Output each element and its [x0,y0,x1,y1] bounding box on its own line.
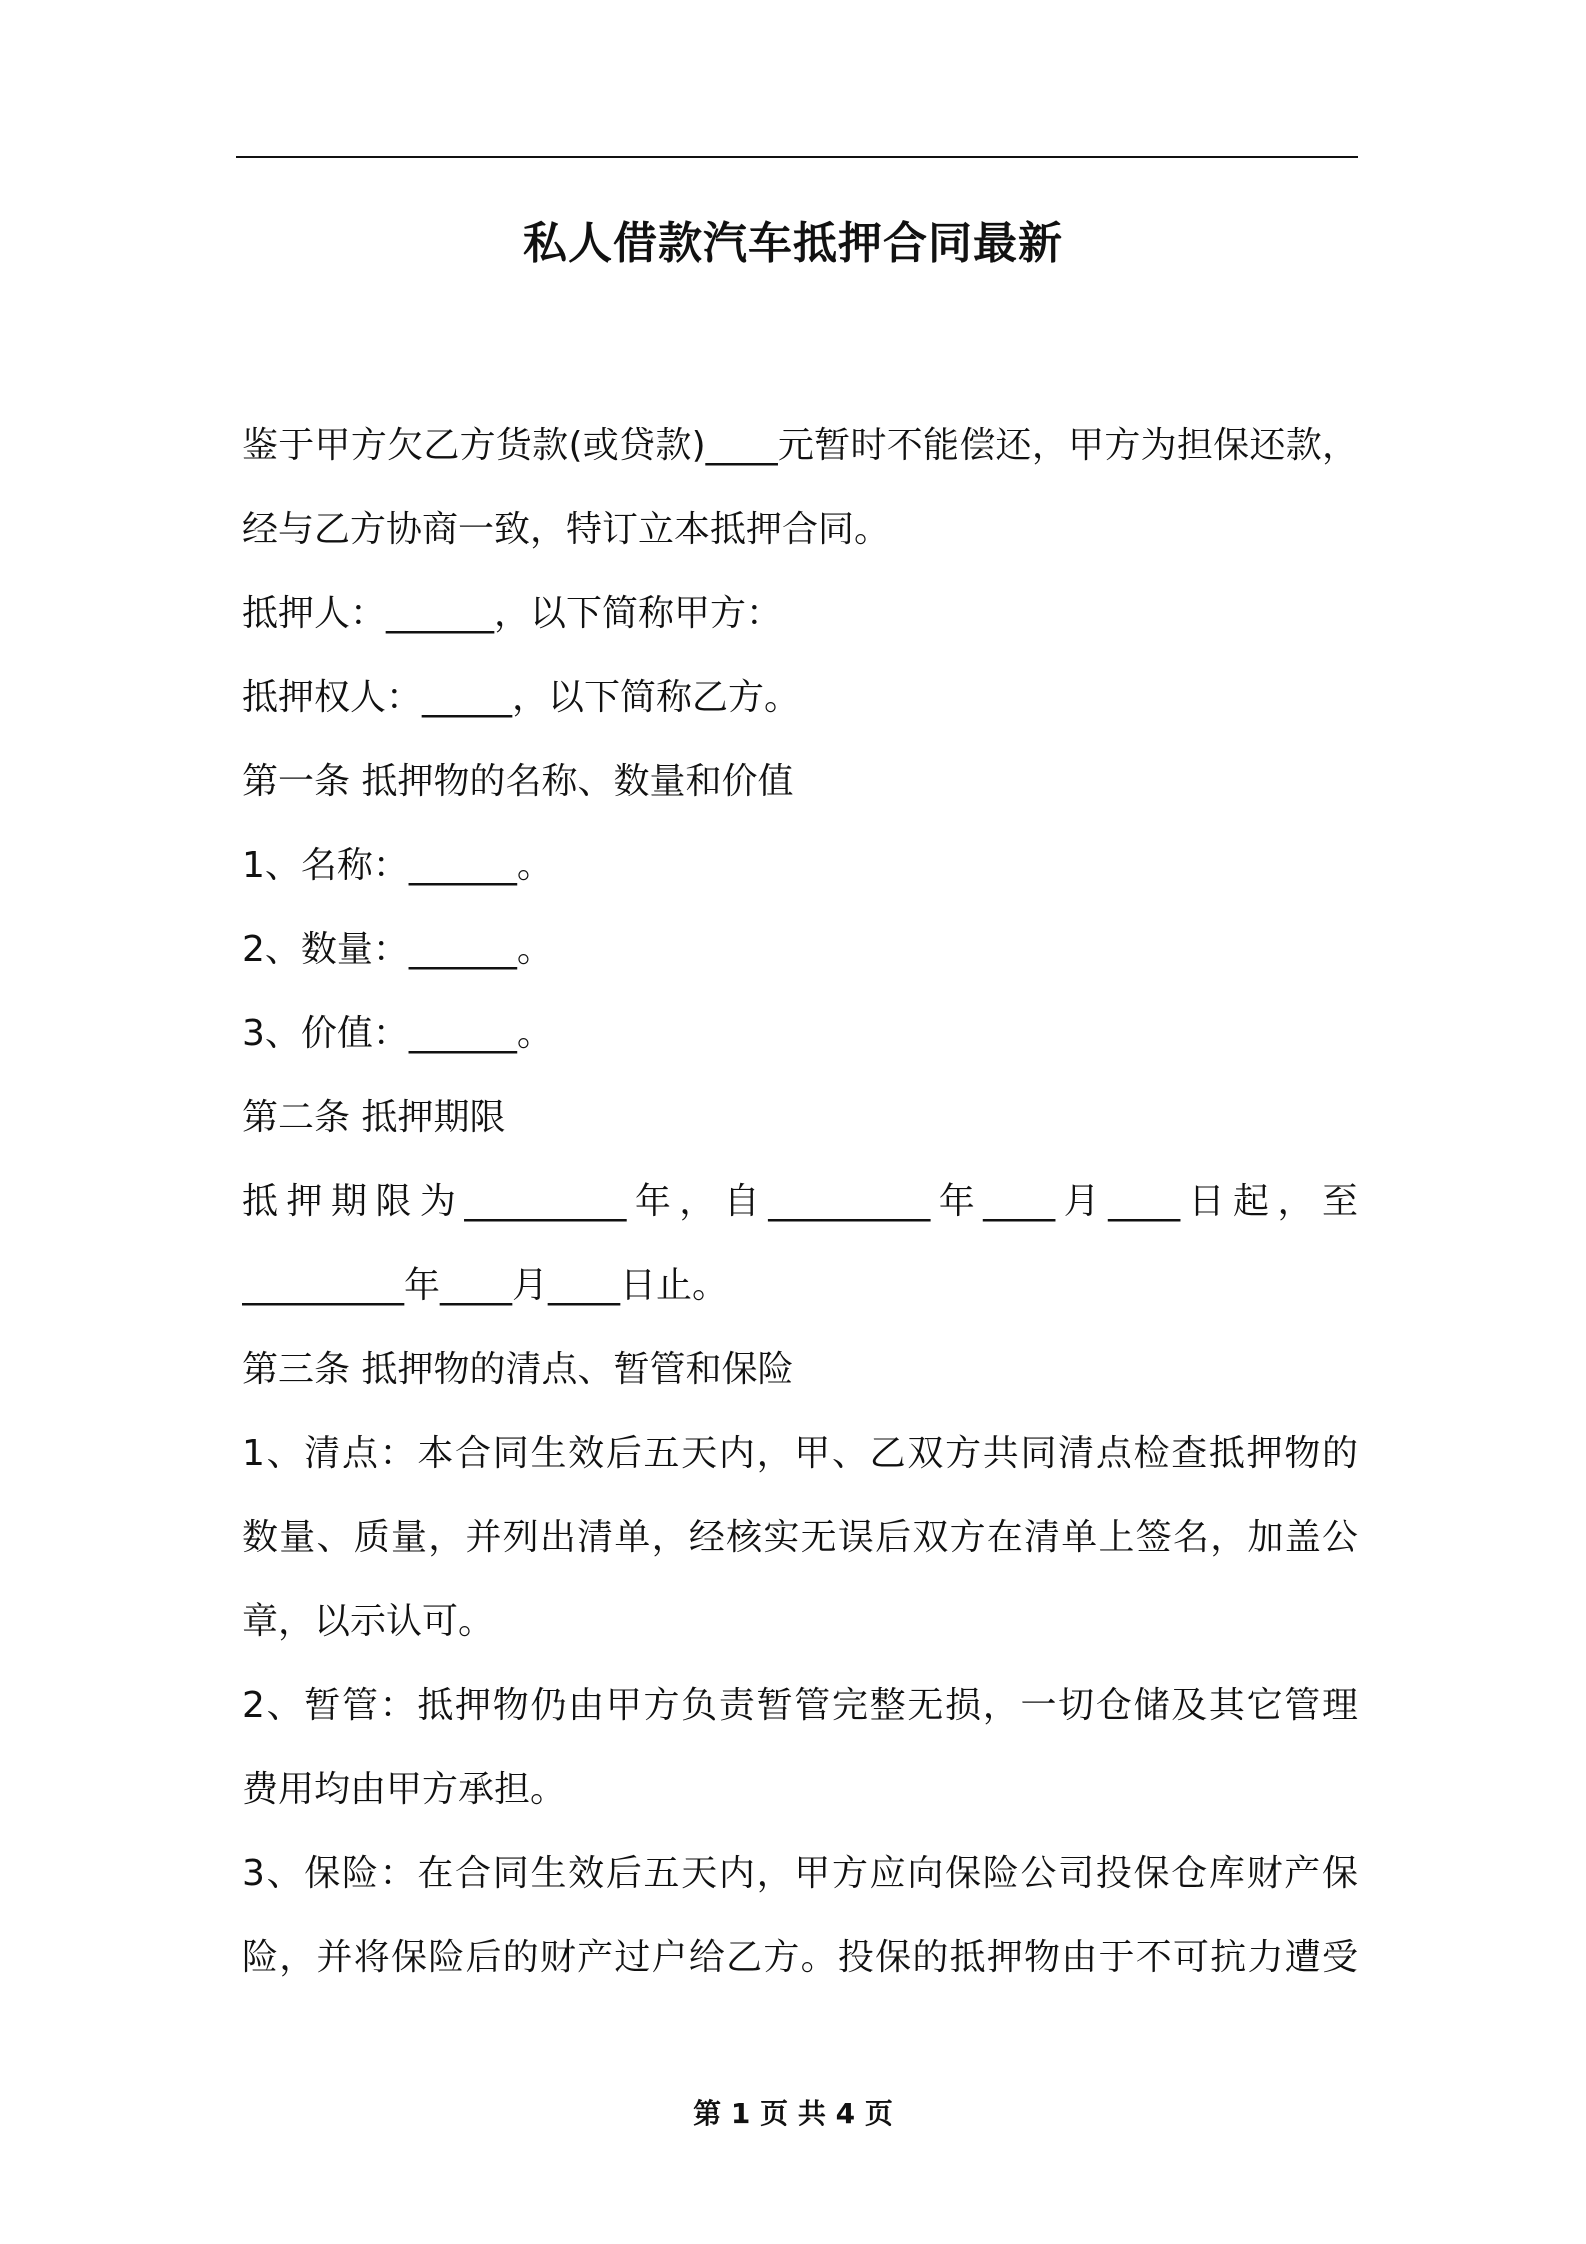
section-heading: 第二条 抵押期限 [242,1097,506,1138]
paragraph-line: 2、数量：______。 [242,929,553,970]
header-rule [236,156,1358,158]
paragraph-line: 经与乙方协商一致，特订立本抵押合同。 [242,509,891,550]
paragraph-line: 鉴于甲方欠乙方货款(或贷款)____元暂时不能偿还，甲方为担保还款， [242,425,1358,466]
paragraph-line: 1、清点：本合同生效后五天内，甲、乙双方共同清点检查抵押物的 [242,1433,1358,1474]
paragraph-line: 费用均由甲方承担。 [242,1769,567,1810]
page-footer: 第 1 页 共 4 页 [693,2097,893,2130]
paragraph-line: 数量、质量，并列出清单，经核实无误后双方在清单上签名，加盖公 [242,1517,1358,1558]
paragraph-line: 抵押权人：_____，以下简称乙方。 [242,677,801,718]
paragraph-line: 抵押人：______，以下简称甲方： [242,593,783,634]
section-heading: 第三条 抵押物的清点、暂管和保险 [242,1349,794,1390]
paragraph-line: 3、保险：在合同生效后五天内，甲方应向保险公司投保仓库财产保 [242,1853,1358,1894]
paragraph-line: 章，以示认可。 [242,1601,495,1642]
section-heading: 第一条 抵押物的名称、数量和价值 [242,761,794,802]
paragraph-line: 3、价值：______。 [242,1013,553,1054]
paragraph-line: 抵押期限为_________年，自_________年____月____日起，至 [242,1181,1358,1222]
paragraph-line: 险，并将保险后的财产过户给乙方。投保的抵押物由于不可抗力遭受 [242,1937,1358,1978]
contract-body [242,404,1358,2000]
paragraph-line: 1、名称：______。 [242,845,553,886]
document-title: 私人借款汽车抵押合同最新 [523,218,1063,269]
paragraph-line: 2、暂管：抵押物仍由甲方负责暂管完整无损，一切仓储及其它管理 [242,1685,1358,1726]
paragraph-line: _________年____月____日止。 [242,1265,729,1306]
